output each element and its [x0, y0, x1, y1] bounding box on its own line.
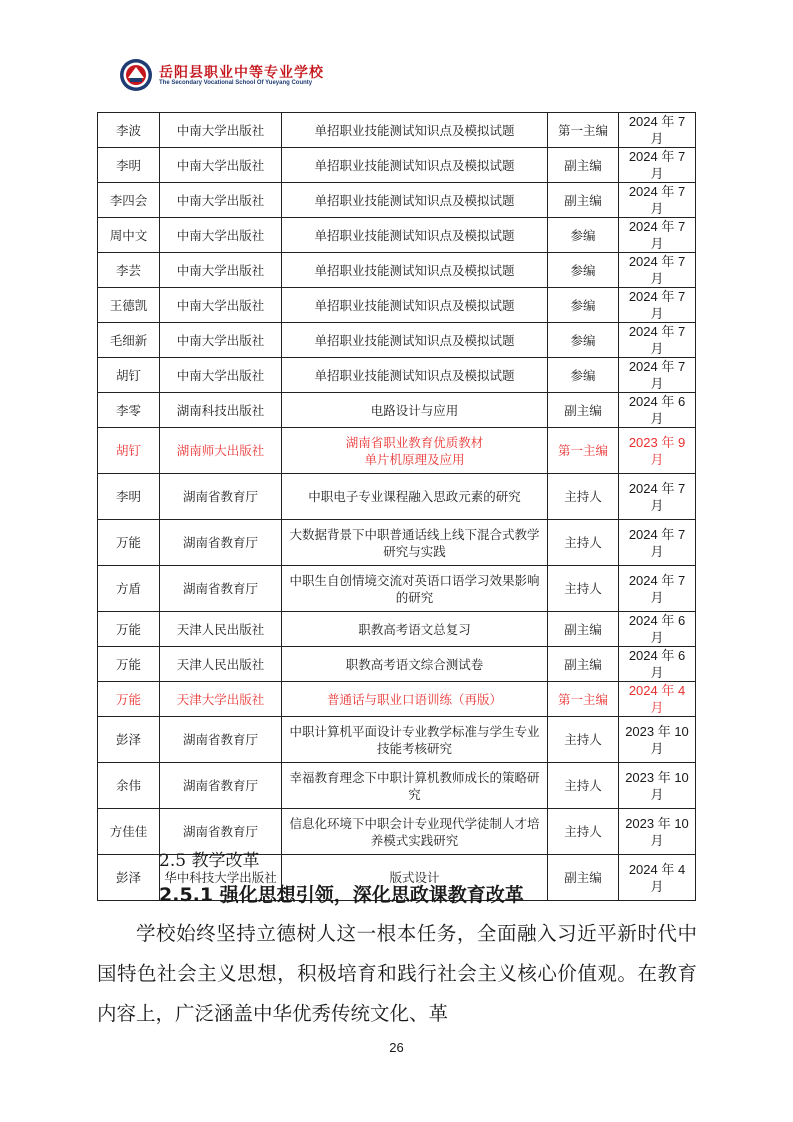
title-cell: 湖南省职业教育优质教材 单片机原理及应用: [282, 428, 548, 474]
title-cell: 电路设计与应用: [282, 393, 548, 428]
title-cell: 幸福教育理念下中职计算机教师成长的策略研究: [282, 763, 548, 809]
table-row: [98, 520, 696, 566]
author-cell: 王德凯: [98, 288, 160, 323]
author-cell: 胡钉: [98, 428, 160, 474]
title-cell: 单招职业技能测试知识点及模拟试题: [282, 288, 548, 323]
role-cell: 副主编: [548, 183, 619, 218]
page-number: 26: [389, 1040, 404, 1055]
school-logo-icon: [119, 58, 153, 92]
publisher-cell: 湖南省教育厅: [160, 474, 282, 520]
date-cell: 2024 年 6 月: [619, 393, 696, 428]
role-cell: 副主编: [548, 612, 619, 647]
table-row: [98, 253, 696, 288]
author-cell: 万能: [98, 612, 160, 647]
date-cell: 2024 年 7 月: [619, 148, 696, 183]
date-cell: 2024 年 4 月: [619, 855, 696, 901]
table-row: [98, 288, 696, 323]
title-cell: 中职生自创情境交流对英语口语学习效果影响的研究: [282, 566, 548, 612]
title-cell: 大数据背景下中职普通话线上线下混合式教学研究与实践: [282, 520, 548, 566]
date-cell: 2024 年 6 月: [619, 612, 696, 647]
table-row: [98, 682, 696, 717]
table-row: [98, 183, 696, 218]
author-cell: 李明: [98, 474, 160, 520]
publisher-cell: 湖南师大出版社: [160, 428, 282, 474]
date-cell: 2024 年 7 月: [619, 183, 696, 218]
date-cell: 2024 年 4 月: [619, 682, 696, 717]
title-cell: 版式设计: [282, 855, 548, 901]
author-cell: 周中文: [98, 218, 160, 253]
publisher-cell: 中南大学出版社: [160, 253, 282, 288]
author-cell: 李明: [98, 148, 160, 183]
author-cell: 李波: [98, 113, 160, 148]
publications-table: [97, 112, 696, 901]
role-cell: 参编: [548, 358, 619, 393]
date-cell: 2023 年 10 月: [619, 809, 696, 855]
school-name: 岳阳县职业中等专业学校: [159, 65, 324, 81]
author-cell: 毛细新: [98, 323, 160, 358]
publisher-cell: 湖南省教育厅: [160, 566, 282, 612]
date-cell: 2023 年 10 月: [619, 763, 696, 809]
title-cell: 单招职业技能测试知识点及模拟试题: [282, 218, 548, 253]
table-row: [98, 323, 696, 358]
title-cell: 中职电子专业课程融入思政元素的研究: [282, 474, 548, 520]
section-heading: 2.5 教学改革: [159, 851, 260, 871]
date-cell: 2024 年 7 月: [619, 358, 696, 393]
table-row: [98, 717, 696, 763]
table-row: [98, 358, 696, 393]
title-cell: 单招职业技能测试知识点及模拟试题: [282, 183, 548, 218]
date-cell: 2024 年 7 月: [619, 520, 696, 566]
publisher-cell: 中南大学出版社: [160, 183, 282, 218]
date-cell: 2024 年 7 月: [619, 113, 696, 148]
author-cell: 万能: [98, 682, 160, 717]
role-cell: 主持人: [548, 566, 619, 612]
role-cell: 副主编: [548, 855, 619, 901]
date-cell: 2023 年 9 月: [619, 428, 696, 474]
table-row: [98, 566, 696, 612]
title-cell: 普通话与职业口语训练（再版）: [282, 682, 548, 717]
publisher-cell: 湖南省教育厅: [160, 717, 282, 763]
body-paragraph: 学校始终坚持立德树人这一根本任务，全面融入习近平新时代中国特色社会主义思想，积极培育和践行社会主义核心价值观。在教育内容上，广泛涵盖中华优秀传统文化、革: [97, 922, 697, 1025]
publisher-cell: 华中科技大学出版社: [160, 855, 282, 901]
publisher-cell: 天津人民出版社: [160, 647, 282, 682]
title-cell: 单招职业技能测试知识点及模拟试题: [282, 113, 548, 148]
author-cell: 李四会: [98, 183, 160, 218]
author-cell: 胡钉: [98, 358, 160, 393]
publisher-cell: 中南大学出版社: [160, 288, 282, 323]
role-cell: 主持人: [548, 763, 619, 809]
table-row: [98, 428, 696, 474]
author-cell: 余伟: [98, 763, 160, 809]
date-cell: 2024 年 7 月: [619, 323, 696, 358]
author-cell: 万能: [98, 647, 160, 682]
school-name-english: The Secondary Vocational School Of Yueyang County: [159, 80, 313, 86]
table-row: [98, 218, 696, 253]
publisher-cell: 中南大学出版社: [160, 218, 282, 253]
publisher-cell: 湖南科技出版社: [160, 393, 282, 428]
publisher-cell: 中南大学出版社: [160, 358, 282, 393]
publisher-cell: 湖南省教育厅: [160, 520, 282, 566]
publisher-cell: 天津人民出版社: [160, 612, 282, 647]
date-cell: 2024 年 7 月: [619, 218, 696, 253]
role-cell: 主持人: [548, 474, 619, 520]
title-cell: 单招职业技能测试知识点及模拟试题: [282, 323, 548, 358]
role-cell: 主持人: [548, 809, 619, 855]
table-row: [98, 647, 696, 682]
date-cell: 2024 年 7 月: [619, 253, 696, 288]
table-body: [98, 113, 696, 901]
table-row: [98, 763, 696, 809]
page-header: [119, 56, 419, 96]
table-row: [98, 393, 696, 428]
role-cell: 参编: [548, 288, 619, 323]
title-cell: 单招职业技能测试知识点及模拟试题: [282, 148, 548, 183]
title-cell: 单招职业技能测试知识点及模拟试题: [282, 358, 548, 393]
role-cell: 主持人: [548, 520, 619, 566]
title-cell: 信息化环境下中职会计专业现代学徒制人才培养模式实践研究: [282, 809, 548, 855]
author-cell: 李零: [98, 393, 160, 428]
publisher-cell: 中南大学出版社: [160, 113, 282, 148]
date-cell: 2024 年 7 月: [619, 288, 696, 323]
role-cell: 第一主编: [548, 682, 619, 717]
title-cell: 职教高考语文综合测试卷: [282, 647, 548, 682]
publisher-cell: 天津大学出版社: [160, 682, 282, 717]
role-cell: 副主编: [548, 647, 619, 682]
role-cell: 参编: [548, 323, 619, 358]
title-cell: 单招职业技能测试知识点及模拟试题: [282, 253, 548, 288]
publisher-cell: 湖南省教育厅: [160, 809, 282, 855]
role-cell: 副主编: [548, 393, 619, 428]
table-row: [98, 612, 696, 647]
role-cell: 第一主编: [548, 113, 619, 148]
date-cell: 2023 年 10 月: [619, 717, 696, 763]
role-cell: 参编: [548, 253, 619, 288]
role-cell: 主持人: [548, 717, 619, 763]
date-cell: 2024 年 7 月: [619, 474, 696, 520]
date-cell: 2024 年 7 月: [619, 566, 696, 612]
author-cell: 方盾: [98, 566, 160, 612]
publisher-cell: 湖南省教育厅: [160, 763, 282, 809]
author-cell: 彭泽: [98, 855, 160, 901]
role-cell: 参编: [548, 218, 619, 253]
table-row: [98, 113, 696, 148]
author-cell: 万能: [98, 520, 160, 566]
role-cell: 第一主编: [548, 428, 619, 474]
table-row: [98, 148, 696, 183]
title-cell: 职教高考语文总复习: [282, 612, 548, 647]
date-cell: 2024 年 6 月: [619, 647, 696, 682]
section-subheading: 2.5.1 强化思想引领，深化思政课教育改革: [159, 884, 524, 906]
publisher-cell: 中南大学出版社: [160, 323, 282, 358]
role-cell: 副主编: [548, 148, 619, 183]
publisher-cell: 中南大学出版社: [160, 148, 282, 183]
author-cell: 彭泽: [98, 717, 160, 763]
table-row: [98, 474, 696, 520]
title-cell: 中职计算机平面设计专业教学标准与学生专业技能考核研究: [282, 717, 548, 763]
author-cell: 方佳佳: [98, 809, 160, 855]
author-cell: 李芸: [98, 253, 160, 288]
